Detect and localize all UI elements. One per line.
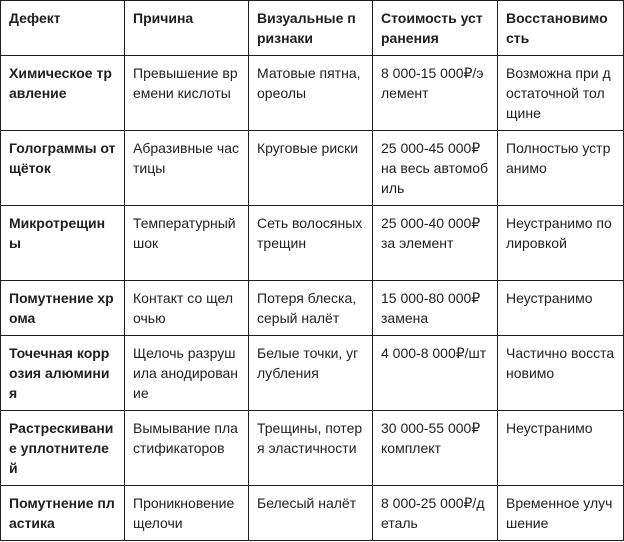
cell-recoverability: Неустранимо	[498, 281, 624, 336]
cell-cause: Абразивные частицы	[125, 131, 249, 206]
cell-cost: 30 000-55 000₽ комплект	[373, 411, 498, 486]
cell-recoverability: Полностью устранимо	[498, 131, 624, 206]
cell-cause: Проникновение щелочи	[125, 486, 249, 541]
table-row	[1, 336, 624, 411]
table-row	[1, 411, 624, 486]
cell-recoverability: Временное улучшение	[498, 486, 624, 541]
cell-defect: Голограммы от щёток	[1, 131, 125, 206]
cell-defect: Помутнение пластика	[1, 486, 125, 541]
table-row	[1, 206, 624, 281]
cell-defect: Растрескивание уплотнителей	[1, 411, 125, 486]
cell-recoverability: Возможна при достаточной толщине	[498, 56, 624, 131]
cell-recoverability: Частично восстановимо	[498, 336, 624, 411]
cell-cost: 8 000-25 000₽/деталь	[373, 486, 498, 541]
cell-cause: Щелочь разрушила анодирование	[125, 336, 249, 411]
cell-visual-signs: Матовые пятна, ореолы	[249, 56, 373, 131]
cell-cost: 4 000-8 000₽/шт	[373, 336, 498, 411]
cell-visual-signs: Сеть волосяных трещин	[249, 206, 373, 281]
cell-visual-signs: Белесый налёт	[249, 486, 373, 541]
header-defect: Дефект	[1, 1, 125, 56]
cell-cost: 15 000-80 000₽ замена	[373, 281, 498, 336]
cell-cause: Превышение времени кислоты	[125, 56, 249, 131]
cell-visual-signs: Потеря блеска, серый налёт	[249, 281, 373, 336]
cell-visual-signs: Белые точки, углубления	[249, 336, 373, 411]
header-cause: Причина	[125, 1, 249, 56]
table-row	[1, 486, 624, 541]
cell-cause: Контакт со щелочью	[125, 281, 249, 336]
cell-recoverability: Неустранимо	[498, 411, 624, 486]
header-recoverability: Восстановимость	[498, 1, 624, 56]
table-row	[1, 56, 624, 131]
cell-cause: Вымывание пластификаторов	[125, 411, 249, 486]
table-row	[1, 281, 624, 336]
cell-defect: Точечная коррозия алюминия	[1, 336, 125, 411]
cell-recoverability: Неустранимо полировкой	[498, 206, 624, 281]
table-header-row	[1, 1, 624, 56]
cell-visual-signs: Трещины, потеря эластичности	[249, 411, 373, 486]
header-visual-signs: Визуальные признаки	[249, 1, 373, 56]
cell-cause: Температурный шок	[125, 206, 249, 281]
cell-defect: Химическое травление	[1, 56, 125, 131]
cell-defect: Помутнение хрома	[1, 281, 125, 336]
cell-cost: 25 000-40 000₽ за элемент	[373, 206, 498, 281]
cell-visual-signs: Круговые риски	[249, 131, 373, 206]
cell-cost: 8 000-15 000₽/элемент	[373, 56, 498, 131]
cell-cost: 25 000-45 000₽ на весь автомобиль	[373, 131, 498, 206]
header-cost: Стоимость устранения	[373, 1, 498, 56]
cell-defect: Микротрещины	[1, 206, 125, 281]
table-row	[1, 131, 624, 206]
